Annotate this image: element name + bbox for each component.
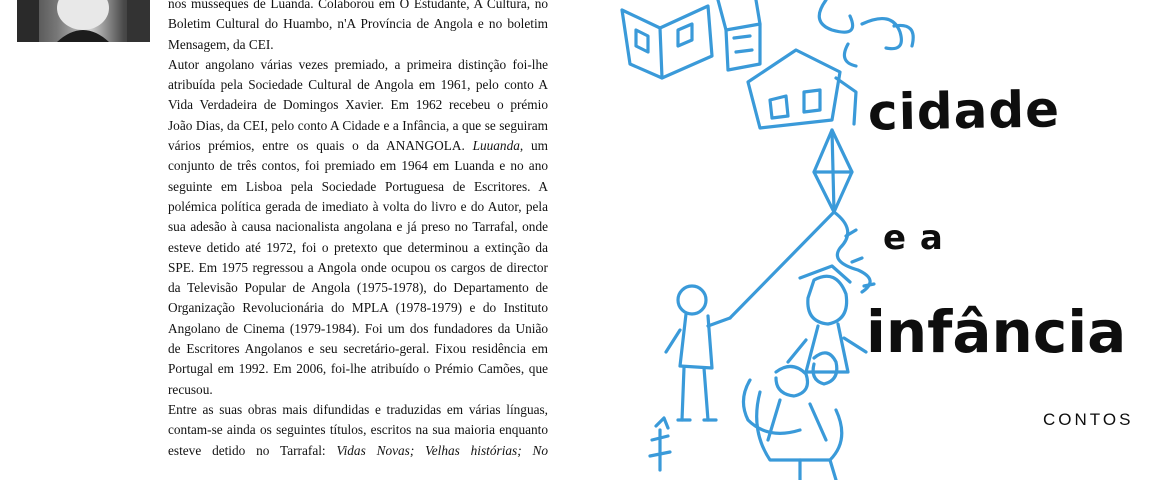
- bio-line: nos musseques de Luanda. Colaborou em O Estudante, A Cultura, no: [168, 0, 548, 11]
- bio-line: [168, 441, 548, 461]
- bio-line: Vida Verdadeira de Domingos Xavier. Em 1962 recebeu o prémio: [168, 97, 548, 113]
- bio-line: Boletim Cultural do Huambo, n'A Província de Angola e no boletim: [168, 16, 548, 32]
- bio-line: [168, 136, 548, 156]
- bio-line: da Televisão Popular de Angola (1975-1978), do Departamento de: [168, 280, 548, 296]
- book-title-luuanda: Luuanda: [472, 138, 520, 154]
- book-cover: [600, 0, 1160, 480]
- bio-line: seguinte em Lisboa pela Sociedade Portuguesa de Escritores. A: [168, 178, 548, 194]
- bio-line: conjunto de três contos, foi premiado em 1964 em Luanda e no ano: [168, 158, 548, 174]
- subtitle-contos: CONTOS: [1043, 410, 1134, 429]
- title-cidade: cidade: [867, 80, 1061, 142]
- title-infancia: infância: [866, 298, 1127, 366]
- title-e-a: e a: [883, 218, 944, 258]
- bio-line: Angolano de Cinema (1979-1984). Foi um dos fundadores da União: [168, 320, 548, 336]
- bio-line: atribuída pela Sociedade Cultural de Angola em 1961, pelo conto A: [168, 77, 548, 93]
- bio-line: João Dias, da CEI, pelo conto A Cidade e a Infância, a que se seguiram: [168, 117, 548, 133]
- bio-line: contam-se ainda os seguintes títulos, escritos na sua maioria enquanto: [168, 422, 548, 438]
- bio-text: , um: [519, 138, 548, 154]
- bio-line: Autor angolano várias vezes premiado, a primeira distinção foi-lhe: [168, 56, 548, 72]
- bio-line: Portugal em 1992. Em 2006, foi-lhe atribuído o Prémio Camões, que: [168, 361, 548, 377]
- author-portrait-icon: [17, 0, 150, 42]
- bio-text: esteve detido no Tarrafal:: [168, 442, 337, 458]
- bio-line: Mensagem, da CEI.: [168, 36, 274, 52]
- bio-line: de Escritores Angolanos e seu secretário-geral. Fixou residência em: [168, 341, 548, 357]
- author-biography: [168, 0, 548, 461]
- bio-text: vários prémios, entre os quais o da ANANGOLA.: [168, 138, 473, 154]
- bio-line: SPE. Em 1975 regressou a Angola onde ocupou os cargos de director: [168, 259, 548, 275]
- cover-illustration-icon: [600, 0, 1160, 480]
- bio-line: sua adesão à causa nacionalista angolana e já preso no Tarrafal, onde: [168, 219, 548, 235]
- bio-line: Entre as suas obras mais difundidas e traduzidas em várias línguas,: [168, 401, 548, 417]
- book-titles-italic: Vidas Novas; Velhas histórias; No: [336, 442, 548, 458]
- bio-line: Organização Revolucionária do MPLA (1978-1979) e do Instituto: [168, 300, 548, 316]
- bio-line: polémica política gerada de imediato à volta do livro e do Autor, pela: [168, 198, 548, 214]
- bio-line: esteve detido até 1972, foi o pretexto que determinou a extinção da: [168, 239, 548, 255]
- bio-line: recusou.: [168, 381, 213, 397]
- author-photo: [17, 0, 150, 42]
